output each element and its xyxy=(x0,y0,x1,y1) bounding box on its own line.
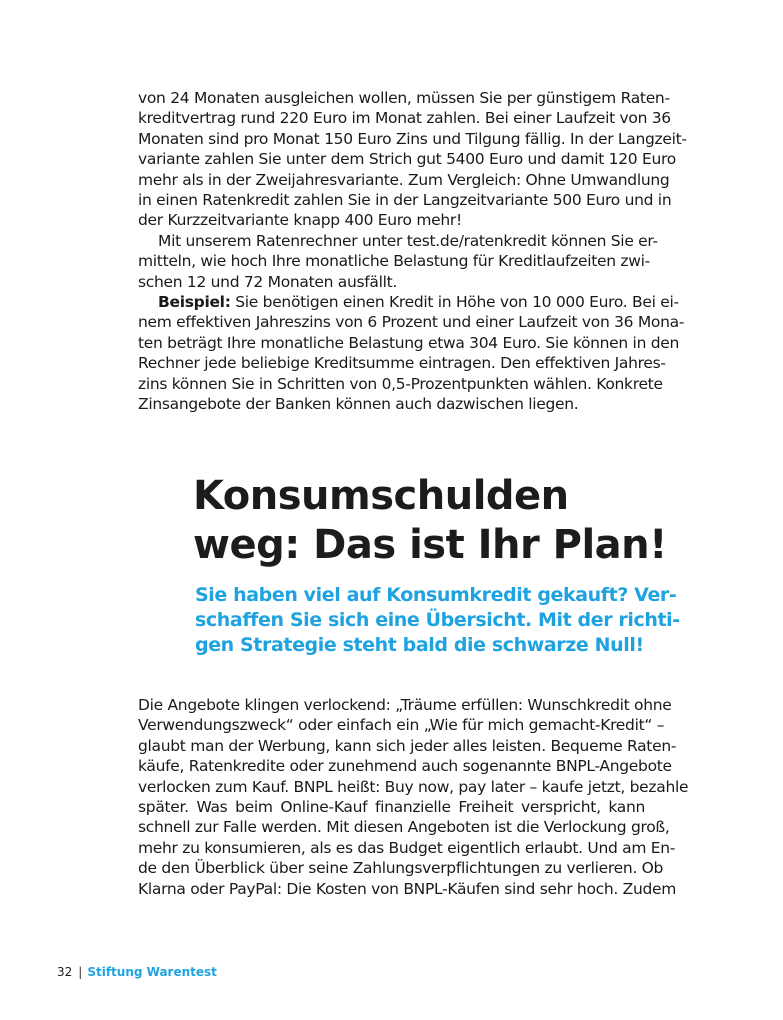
text-line-content: Sie benötigen einen Kredit in Höhe von 10 000 Euro. Bei ei- xyxy=(235,293,679,311)
text-line: Die Angebote klingen verlockend: „Träume erfüllen: Wunschkredit ohne xyxy=(138,696,672,714)
text-line: Zinsangebote der Banken können auch dazwischen liegen. xyxy=(138,395,579,413)
text-line: verlocken zum Kauf. BNPL heißt: Buy now, pay later – kaufe jetzt, bezahle xyxy=(138,777,689,796)
text-line: glaubt man der Werbung, kann sich jeder alles leisten. Bequeme Raten- xyxy=(138,736,677,755)
page-footer xyxy=(57,964,217,980)
text-line xyxy=(138,292,679,312)
text-line: Verwendungszweck“ oder einfach ein „Wie für mich gemacht-Kredit“ – xyxy=(138,716,665,735)
text-line: schen 12 und 72 Monaten ausfällt. xyxy=(138,272,398,291)
footer-separator: | xyxy=(78,965,83,979)
text-line: schnell zur Falle werden. Mit diesen Angeboten ist die Verlockung groß, xyxy=(138,818,670,837)
text-line: zins können Sie in Schritten von 0,5-Prozentpunkten wählen. Konkrete xyxy=(138,374,663,393)
text-line: de den Überblick über seine Zahlungsverpflichtungen zu verlieren. Ob xyxy=(138,859,664,878)
text-line: mehr zu konsumieren, als es das Budget eigentlich erlaubt. Und am En- xyxy=(138,838,676,857)
text-line: mitteln, wie hoch Ihre monatliche Belastung für Kreditlaufzeiten zwi- xyxy=(138,252,650,271)
text-line: der Kurzzeitvariante knapp 400 Euro mehr! xyxy=(138,211,462,230)
text-line: Klarna oder PayPal: Die Kosten von BNPL-Käufen sind sehr hoch. Zudem xyxy=(138,879,677,898)
heading-line: weg: Das ist Ihr Plan! xyxy=(193,522,667,568)
text-line: käufe, Ratenkredite oder zunehmend auch sogenannte BNPL-Angebote xyxy=(138,757,672,776)
footer-brand: Stiftung Warentest xyxy=(87,965,217,979)
lead-line: schaffen Sie sich eine Übersicht. Mit der richti- xyxy=(195,609,680,631)
text-line: mehr als in der Zweijahresvariante. Zum Vergleich: Ohne Umwandlung xyxy=(138,170,670,189)
text-line: Rechner jede beliebige Kreditsumme eintragen. Den effektiven Jahres- xyxy=(138,354,666,373)
text-line: Monaten sind pro Monat 150 Euro Zins und Tilgung fällig. In der Langzeit- xyxy=(138,129,687,148)
lead-line: Sie haben viel auf Konsumkredit gekauft? Ver- xyxy=(195,584,677,606)
text-line: von 24 Monaten ausgleichen wollen, müssen Sie per günstigem Raten- xyxy=(138,89,670,107)
text-line: kreditvertrag rund 220 Euro im Monat zahlen. Bei einer Laufzeit von 36 xyxy=(138,109,671,128)
heading-line: Konsumschulden xyxy=(193,473,569,519)
text-line: in einen Ratenkredit zahlen Sie in der Langzeitvariante 500 Euro und in xyxy=(138,191,672,209)
text-line: nem effektiven Jahreszins von 6 Prozent und einer Laufzeit von 36 Mona- xyxy=(138,313,685,332)
lead-line: gen Strategie steht bald die schwarze Null! xyxy=(195,634,644,656)
text-line: ten beträgt Ihre monatliche Belastung etwa 304 Euro. Sie können in den xyxy=(138,333,680,352)
page-number: 32 xyxy=(57,965,73,979)
example-label: Beispiel: xyxy=(158,293,231,311)
text-line: später. Was beim Online-Kauf finanzielle Freiheit verspricht, kann xyxy=(138,798,645,816)
text-line: variante zahlen Sie unter dem Strich gut 5400 Euro und damit 120 Euro xyxy=(138,150,676,169)
text-line: Mit unserem Ratenrechner unter test.de/ratenkredit können Sie er- xyxy=(158,231,658,250)
